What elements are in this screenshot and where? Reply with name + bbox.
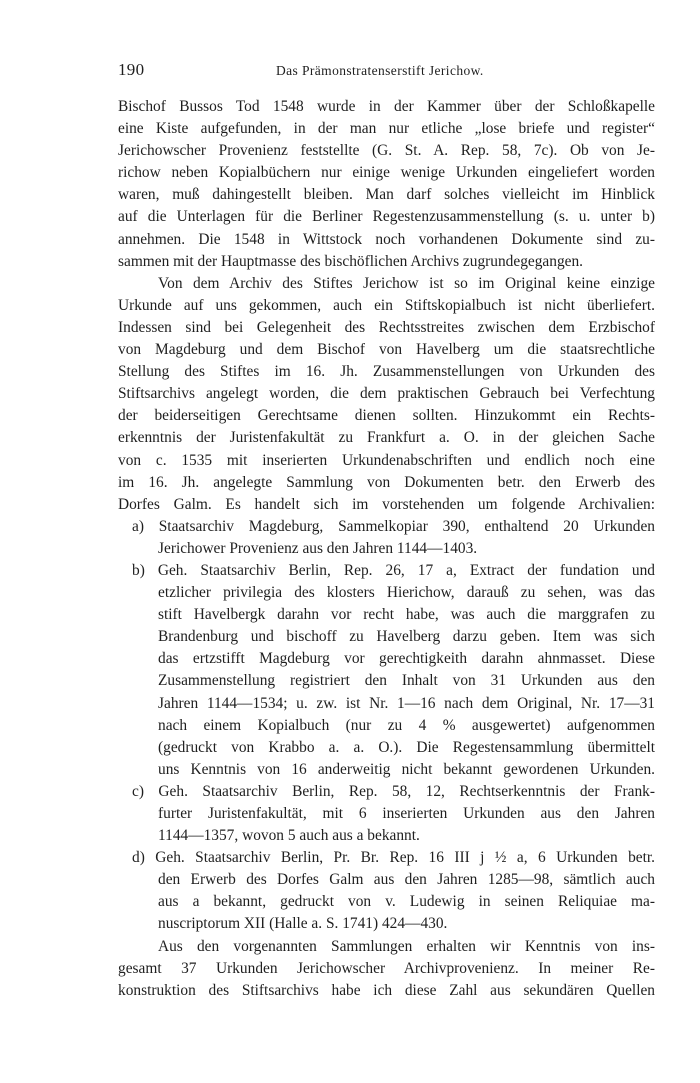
text-line: Urkunde auf uns gekommen, auch ein Stiftskopialbuch ist nicht überliefert.: [118, 296, 655, 314]
body-text: [118, 96, 655, 1002]
list-item-a: a) Staatsarchiv Magdeburg, Sammelkopiar 390, enthaltend 20 Urkunden: [132, 517, 655, 535]
list-item-c: c) Geh. Staatsarchiv Berlin, Rep. 58, 12, Rechtserkenntnis der Frank-: [132, 782, 655, 800]
text-line: Zusammenstellung registriert den Inhalt von 31 Urkunden aus den: [158, 672, 655, 690]
text-line: stift Havelbergk darahn vor recht habe, was auch die marggrafen zu: [158, 606, 655, 624]
text-line: eine Kiste aufgefunden, in der man nur etliche „lose briefe und register“: [118, 120, 655, 138]
text-line: Jerichowscher Provenienz feststellte (G. St. A. Rep. 58, 7c). Ob von Je-: [118, 142, 655, 160]
text-line: nuscriptorum XII (Halle a. S. 1741) 424—430.: [158, 915, 448, 933]
text-line: annehmen. Die 1548 in Wittstock noch vorhandenen Dokumente sind zu-: [118, 230, 655, 248]
text-line: auf die Unterlagen für die Berliner Regestenzusammenstellung (s. u. unter b): [118, 208, 655, 226]
text-line: Dorfes Galm. Es handelt sich im vorstehenden um folgende Archivalien:: [118, 495, 655, 513]
text-line: Indessen sind bei Gelegenheit des Rechtsstreites zwischen dem Erzbischof: [118, 318, 655, 336]
text-line: waren, muß dahingestellt bleiben. Man darf solches vielleicht im Hinblick: [118, 186, 655, 204]
text-line: konstruktion des Stiftsarchivs habe ich diese Zahl aus sekundären Quellen: [118, 981, 655, 999]
text-line: Stellung des Stiftes im 16. Jh. Zusammenstellungen von Urkunden des: [118, 363, 655, 381]
text-line: etzlicher privilegia des klosters Hierichow, darauß zu sehen, was das: [158, 584, 655, 602]
running-title: Das Prämonstratenserstift Jerichow.: [276, 63, 484, 78]
list-item-d: d) Geh. Staatsarchiv Berlin, Pr. Br. Rep. 16 III j ½ a, 6 Urkunden betr.: [132, 849, 655, 867]
text-line: Brandenburg und bischoff zu Havelberg darzu geben. Item was sich: [158, 628, 655, 646]
text-line: Jerichower Provenienz aus den Jahren 1144—1403.: [158, 539, 478, 557]
text-line: Von dem Archiv des Stiftes Jerichow ist so im Original keine einzige: [158, 274, 655, 292]
text-line: gesamt 37 Urkunden Jerichowscher Archivprovenienz. In meiner Re-: [118, 959, 655, 977]
text-line: Jahren 1144—1534; u. zw. ist Nr. 1—16 nach dem Original, Nr. 17—31: [158, 694, 655, 712]
page-header: [118, 60, 655, 84]
text-line: im 16. Jh. angelegte Sammlung von Dokumenten betr. den Erwerb des: [118, 473, 655, 491]
text-line: das ertzstifft Magdeburg vor gerechtigkeith darahn ahnmasset. Diese: [158, 650, 655, 668]
text-line: uns Kenntnis von 16 anderweitig nicht bekannt gewordenen Urkunden.: [158, 760, 655, 778]
text-line: von Magdeburg und dem Bischof von Havelberg um die staatsrechtliche: [118, 341, 655, 359]
text-line: Bischof Bussos Tod 1548 wurde in der Kammer über der Schloßkapelle: [118, 98, 655, 115]
text-line: erkenntnis der Juristenfakultät zu Frankfurt a. O. in der gleichen Sache: [118, 429, 655, 447]
text-line: von c. 1535 mit inserierten Urkundenabschriften und endlich noch eine: [118, 451, 655, 469]
text-line: Stiftsarchivs angelegt worden, die dem praktischen Gebrauch bei Verfechtung: [118, 385, 655, 403]
text-line: furter Juristenfakultät, mit 6 inserierten Urkunden aus den Jahren: [158, 805, 655, 822]
text-line: (gedruckt von Krabbo a. a. O.). Die Regestensammlung übermittelt: [158, 738, 655, 756]
text-line: aus a bekannt, gedruckt von v. Ludewig in seinen Reliquiae ma-: [158, 893, 655, 911]
text-line: 1144—1357, wovon 5 auch aus a bekannt.: [158, 827, 420, 845]
text-line: richow neben Kopialbüchern nur einige wenige Urkunden eingeliefert worden: [118, 164, 655, 182]
text-line: nach einem Kopialbuch (nur zu 4 % ausgewertet) aufgenommen: [158, 716, 655, 734]
page-number: 190: [118, 60, 145, 79]
list-item-b: b) Geh. Staatsarchiv Berlin, Rep. 26, 17 a, Extract der fundation und: [132, 561, 655, 579]
text-line: den Erwerb des Dorfes Galm aus den Jahren 1285—98, sämtlich auch: [158, 871, 655, 889]
text-line: der beiderseitigen Gerechtsame dienen sollten. Hinzukommt ein Rechts-: [118, 407, 655, 425]
text-line: sammen mit der Hauptmasse des bischöflichen Archivs zugrundegegangen.: [118, 252, 584, 270]
text-line: Aus den vorgenannten Sammlungen erhalten wir Kenntnis von ins-: [158, 937, 655, 955]
